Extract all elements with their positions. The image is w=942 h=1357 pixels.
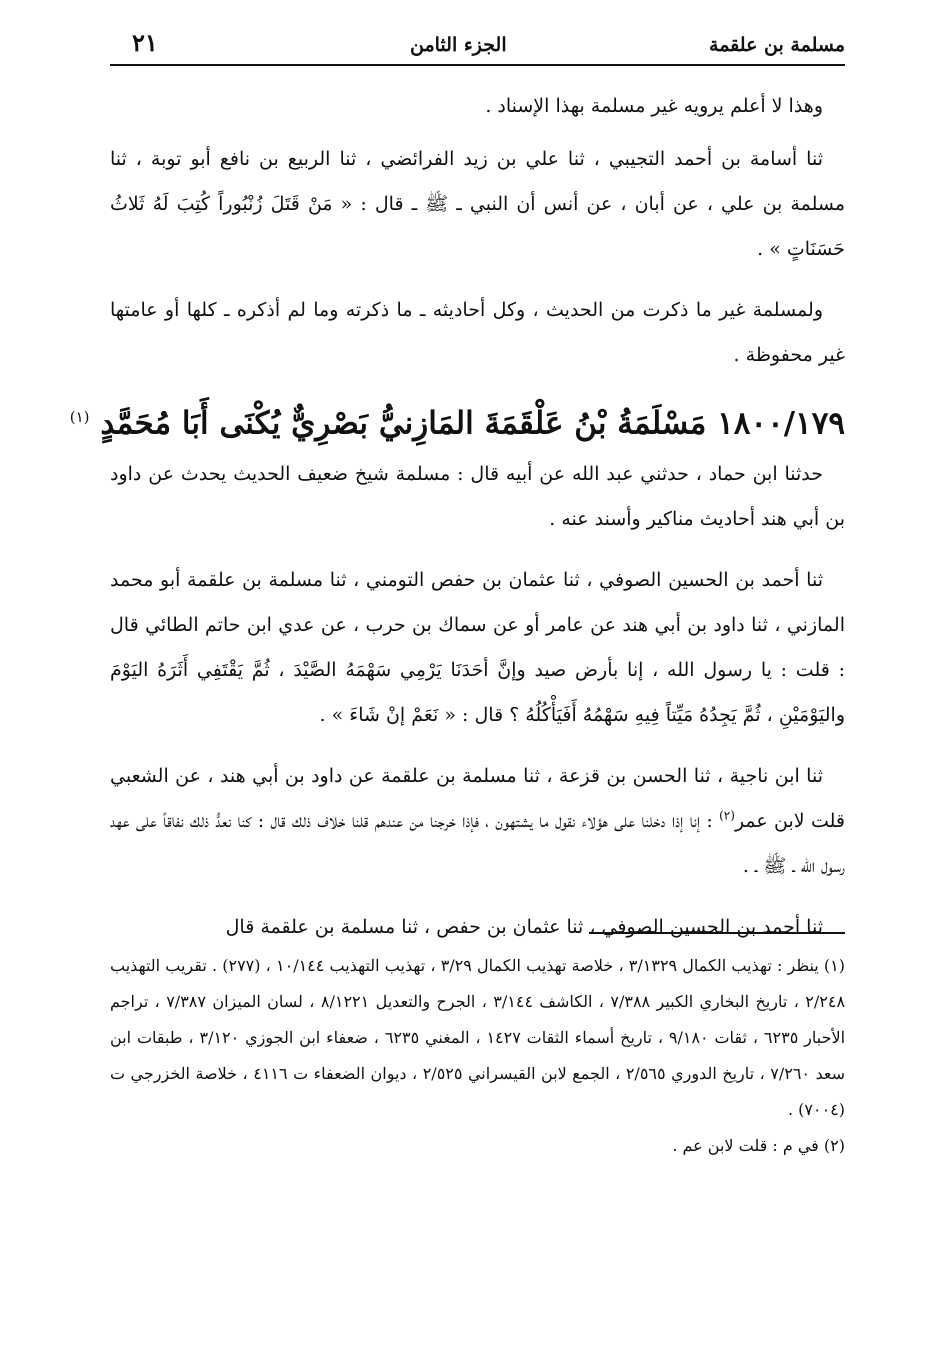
part-title: الجزء الثامن [410,34,507,56]
footnote-ref: (٢) [719,809,735,823]
footnote: (٢) في م : قلت لابن عم . [672,1136,845,1155]
paragraph: وهذا لا أعلم يرويه غير مسلمة بهذا الإسناد . [485,95,823,117]
book-page [69,28,846,1328]
paragraph: ثنا أحمد بن الحسين الصوفي ، ثنا عثمان بن حفص ، ثنا مسلمة بن علقمة قال [225,916,823,939]
paragraph: ثنا أسامة بن أحمد التجيبي ، ثنا علي بن زيد الفرائضي ، ثنا الربيع بن نافع أبو توبة ، ثنا مسلمة بن علي ، عن أبان ، عن أنس أن النبي ـ ﷺ ـ قال : « مَنْ قَتَلَ زُنْبُوراً كُتِبَ لَهُ ثَلاثُ حَسَنَاتٍ » . [110,148,845,260]
paragraph: حدثنا ابن حماد ، حدثني عبد الله عن أبيه قال : مسلمة شيخ ضعيف الحديث يحدث عن داود بن أبي هند أحاديث مناكير وأسند عنه . [110,463,845,531]
footnotes [110,948,845,1164]
paragraph-text: : إنا إذا دخلنا على هؤلاء نقول ما يشتهون ، فإذا خرجنا من عندهم قلنا خلاف ذلك قال : كنا نعدُّ ذلك نفاقاً على عهد رسول الله ـ ﷺ ـ . [110,810,845,878]
entry-heading [69,394,845,446]
running-title: مسلمة بن علقمة [709,34,845,56]
paragraph-text: ثنا ابن ناجية ، ثنا الحسن بن قزعة ، ثنا مسلمة بن علقمة عن داود بن أبي هند ، عن الشعبي قلت لابن عمر [110,765,845,833]
footnote: (١) ينظر : تهذيب الكمال ٣/١٣٢٩ ، خلاصة تهذيب الكمال ٣/٢٩ ، تهذيب التهذيب ١٠/١٤٤ ، (٢٧٧) . تقريب التهذيب ٢/٢٤٨ ، تاريخ البخاري الكبير ٧/٣٨٨ ، الكاشف ٣/١٤٤ ، الجرح والتعديل ٨/١٢٢١ ، لسان الميزان ٧/٣٨٧ ، تراجم الأحبار ٦٢٣٥ ، ثقات ٩/١٨٠ ، تاريخ أسماء الثقات ١٤٢٧ ، المغني ٦٢٣٥ ، ضعفاء ابن الجوزي ٣/١٢٠ ، طبقات ابن سعد ٧/٢٦٠ ، تاريخ الدوري ٢/٥٦٥ ، الجمع لابن القيسراني ٢/٥٢٥ ، ديوان الضعفاء ت ٤١١٦ ، خلاصة الخزرجي ت (٧٠٠٤) . [110,956,846,1119]
paragraph [110,754,845,889]
paragraph: ثنا أحمد بن الحسين الصوفي ، ثنا عثمان بن حفص التومني ، ثنا مسلمة بن علقمة أبو محمد المازني ، ثنا داود بن أبي هند عن عامر أو عن سماك بن حرب ، عن عدي ابن حاتم الطائي قال : قلت : يا رسول الله ، إنا بأرض صيد وإنَّ أحَدَنَا يَرْمِي سَهْمَهُ الصَّيْدَ ، ثُمَّ يَقْتَفِي أَثَرَهُ اليَوْمَ واليَوْمَيْنِ ، ثُمَّ يَجِدُهُ مَيِّتاً فِيهِ سَهْمُهُ أَفَيَأْكُلُهُ ؟ قال : « نَعَمْ إنْ شَاءَ » . [110,569,845,727]
paragraph: ولمسلمة غير ما ذكرت من الحديث ، وكل أحاديثه ـ ما ذكرته وما لم أذكره ـ كلها أو عامتها غير محفوظة . [110,299,845,366]
page-header [110,28,845,66]
page-number: ٢١ [132,28,158,57]
main-text [69,84,845,950]
entry-heading-text: ١٨٠٠/١٧٩ مَسْلَمَةُ بْنُ عَلْقَمَةَ المَازِنيُّ بَصْرِيٌّ يُكْنَى أَبَا مُحَمَّدٍ [100,405,845,442]
footnote-ref: (١) [69,408,90,426]
footnote-divider [589,932,845,934]
